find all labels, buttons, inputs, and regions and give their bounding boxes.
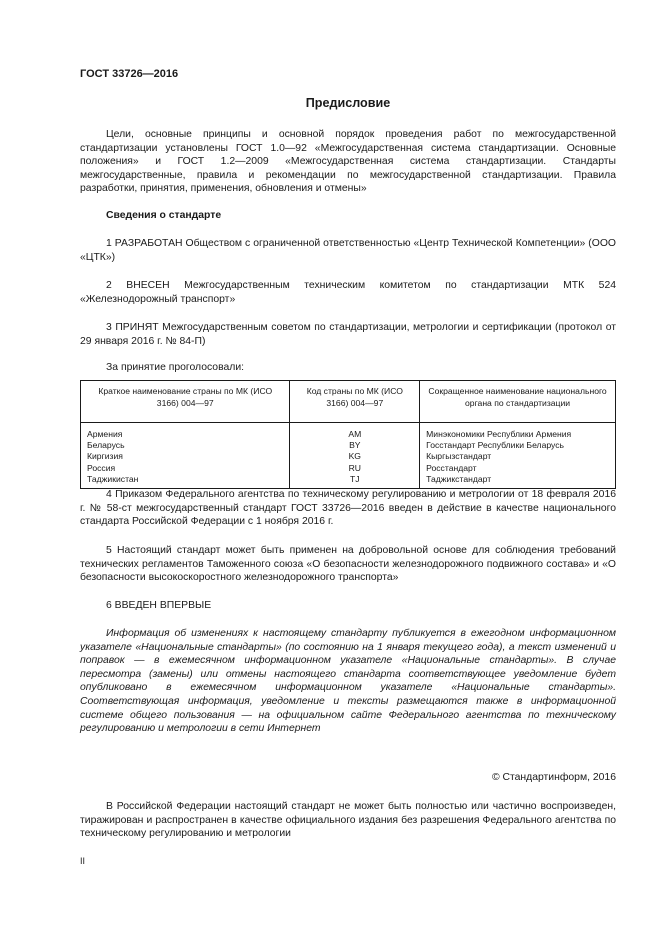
body-cell: Госстандарт Республики Беларусь bbox=[420, 440, 616, 451]
country-cell: Беларусь bbox=[81, 440, 290, 451]
item-introduced: 6 ВВЕДЕН ВПЕРВЫЕ bbox=[106, 600, 212, 611]
body-cell: Кыргызстандарт bbox=[420, 451, 616, 462]
code-cell: RU bbox=[290, 463, 420, 474]
copyright: © Стандартинформ, 2016 bbox=[491, 772, 616, 783]
header-code: Код страны по МК (ИСО 3166) 004—97 bbox=[290, 381, 420, 423]
country-cell: Таджикистан bbox=[81, 474, 290, 489]
table-row bbox=[81, 474, 616, 489]
body-cell: Росстандарт bbox=[420, 463, 616, 474]
code-cell: KG bbox=[290, 451, 420, 462]
body-cell: Минэкономики Республики Армения bbox=[420, 423, 616, 441]
page-number: II bbox=[80, 856, 86, 866]
code-cell: TJ bbox=[290, 474, 420, 489]
code-cell: AM bbox=[290, 423, 420, 441]
country-cell: Киргизия bbox=[81, 451, 290, 462]
item-developed: 1 РАЗРАБОТАН Обществом с ограниченной ответственностью «Центр Технической Компетенции» (ООО «ЦТК») bbox=[80, 238, 616, 263]
country-cell: Россия bbox=[81, 463, 290, 474]
item-submitted: 2 ВНЕСЕН Межгосударственным техническим комитетом по стандартизации МТК 524 «Железнодорожный транспорт» bbox=[80, 280, 616, 305]
reproduction-paragraph: В Российской Федерации настоящий стандарт не может быть полностью или частично воспроизведен, тиражирован и распространен в качестве официального издания без разрешения Федерального агентства по техническому регулированию и метрологии bbox=[80, 801, 616, 840]
voting-table bbox=[80, 380, 616, 489]
body-cell: Таджикстандарт bbox=[420, 474, 616, 489]
page-title: Предисловие bbox=[305, 96, 391, 110]
table-row bbox=[81, 440, 616, 451]
document-code: ГОСТ 33726—2016 bbox=[80, 68, 179, 80]
table-row bbox=[81, 423, 616, 441]
code-cell: BY bbox=[290, 440, 420, 451]
header-body: Сокращенное наименование национального органа по стандартизации bbox=[420, 381, 616, 423]
item-enacted: 4 Приказом Федерального агентства по техническому регулированию и метрологии от 18 февраля 2016 г. № 58-ст межгосударственный стандарт ГОСТ 33726—2016 введен в действие в качестве национального стандарта Российской Федерации с 1 ноября 2016 г. bbox=[80, 489, 616, 528]
table-header-row bbox=[81, 381, 616, 423]
item-applicability: 5 Настоящий стандарт может быть применен на добровольной основе для соблюдения требований технических регламентов Таможенного союза «О безопасности железнодорожного подвижного состава» и «О безопасности высокоскоростного железнодорожного транспорта» bbox=[80, 545, 616, 584]
item-adopted: 3 ПРИНЯТ Межгосударственным советом по стандартизации, метрологии и сертификации (протокол от 29 января 2016 г. № 84-П) bbox=[80, 322, 616, 347]
table-row bbox=[81, 451, 616, 462]
header-country: Краткое наименование страны по МК (ИСО 3166) 004—97 bbox=[81, 381, 290, 423]
notice-paragraph: Информация об изменениях к настоящему стандарту публикуется в ежегодном информационном указателе «Национальные стандарты» (по состоянию на 1 января текущего года), а текст изменений и поправок — в ежемесячном информационном указателе «Национальные стандарты». В случае пересмотра (замены) или отмены настоящего стандарта соответствующее уведомление будет опубликовано в ежемесячном информационном указателе «Национальные стандарты». Соответствующая информация, уведомление и тексты размещаются также в информационной системе общего пользования — на официальном сайте Федерального агентства по техническому регулированию и метрологии в сети Интернет bbox=[80, 628, 616, 735]
section-heading: Сведения о стандарте bbox=[106, 210, 222, 221]
intro-paragraph: Цели, основные принципы и основной порядок проведения работ по межгосударственной стандартизации установлены ГОСТ 1.0—92 «Межгосударственная система стандартизации. Основные положения» и ГОСТ 1.2—2009 «Межгосударственная система стандартизации. Стандарты межгосударственные, правила и рекомендации по межгосударственной стандартизации. Правила разработки, принятия, применения, обновления и отмены» bbox=[80, 129, 616, 195]
country-cell: Армения bbox=[81, 423, 290, 441]
vote-heading: За принятие проголосовали: bbox=[106, 362, 245, 373]
table-row bbox=[81, 463, 616, 474]
